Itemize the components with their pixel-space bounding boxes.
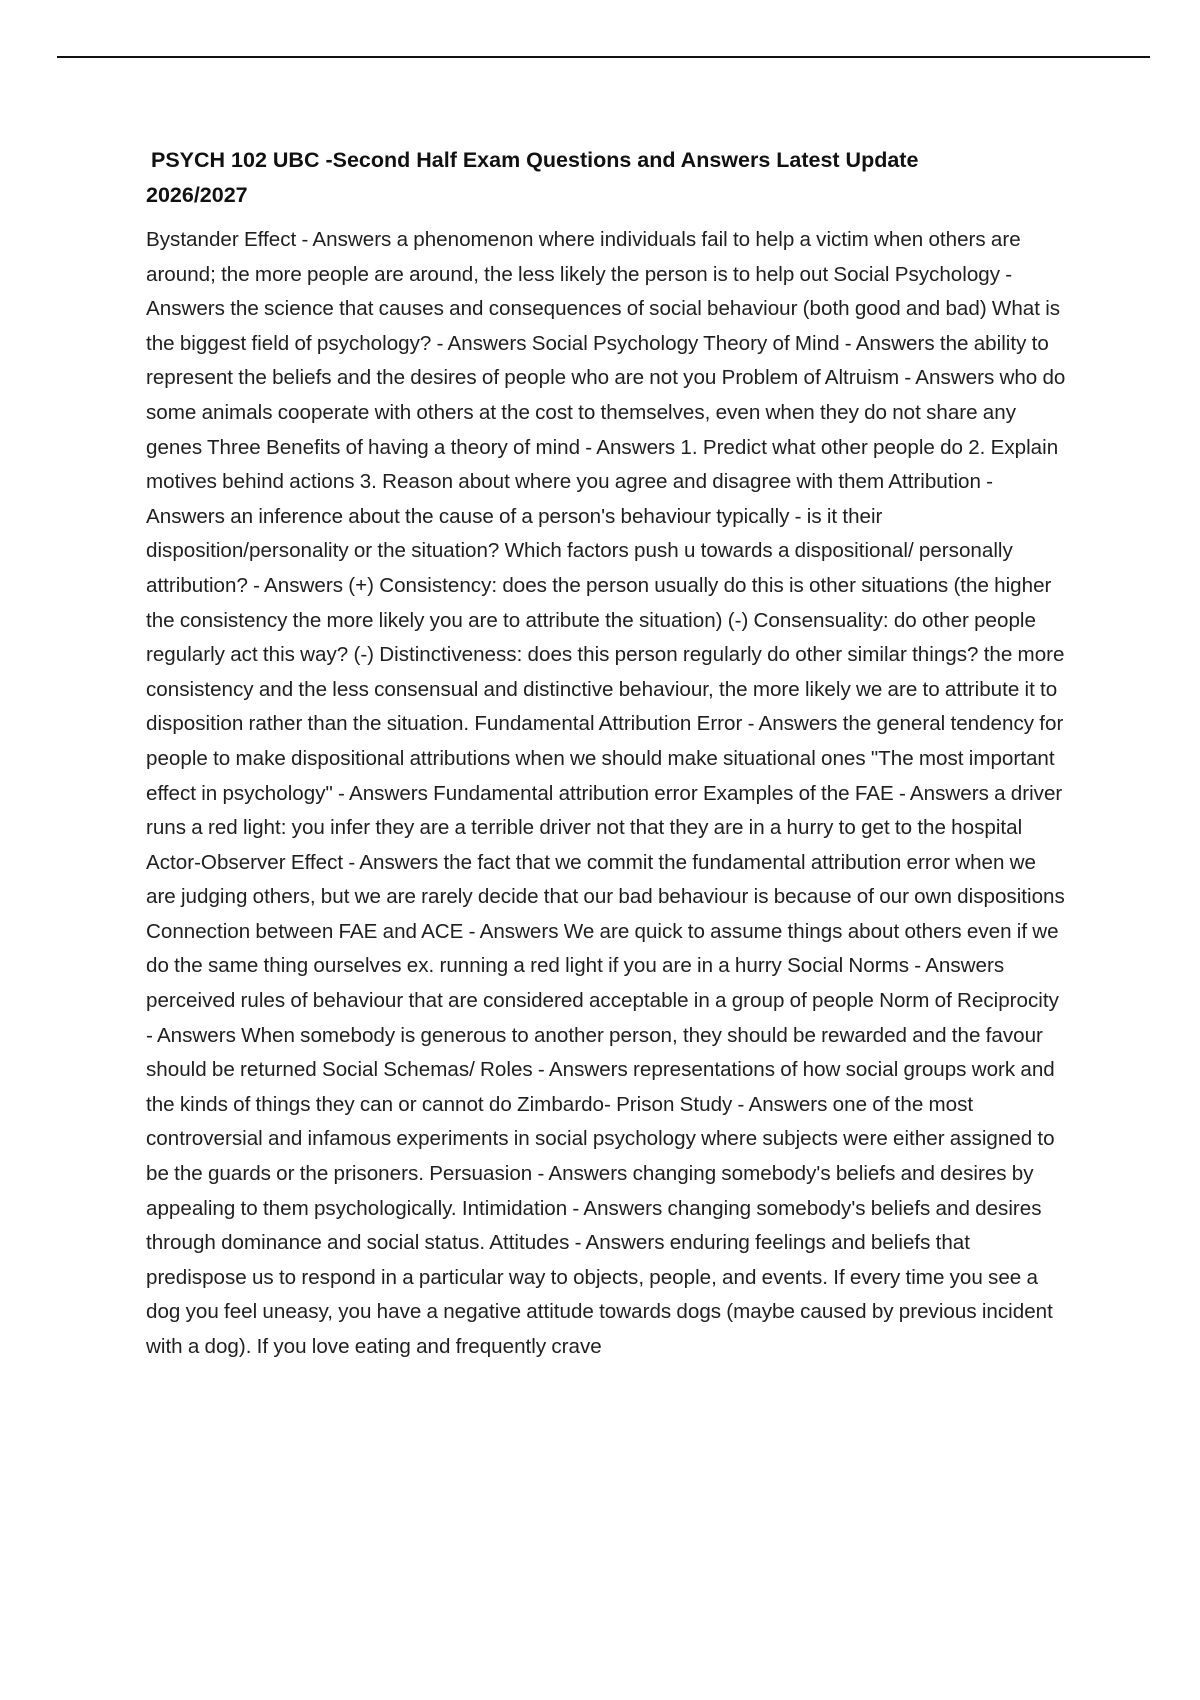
document-title-line-1: PSYCH 102 UBC -Second Half Exam Questions and Answers Latest Update [151, 148, 919, 172]
document-body-text: Bystander Effect - Answers a phenomenon where individuals fail to help a victim when others are around; the more people are around, the less likely the person is to help out Social Psychology - Answers the science that causes and consequences of social behaviour (both good and bad) What is the biggest field of psychology? - Answers Social Psychology Theory of Mind - Answers the ability to represent the beliefs and the desires of people who are not you Problem of Altruism - Answers who do some animals cooperate with others at the cost to themselves, even when they do not share any genes Three Benefits of having a theory of mind - Answers 1. Predict what other people do 2. Explain motives behind actions 3. Reason about where you agree and disagree with them Attribution - Answers an inference about the cause of a person's behaviour typically - is it their disposition/personality or the situation? Which factors push u towards a dispositional/ personally attribution? - Answers (+) Consistency: does the person usually do this is other situations (the higher the consistency the more likely you are to attribute the situation) (-) Consensuality: do other people regularly act this way? (-) Distinctiveness: does this person regularly do other similar things? the more consistency and the less consensual and distinctive behaviour, the more likely we are to attribute it to disposition rather than the situation. Fundamental Attribution Error - Answers the general tendency for people to make dispositional attributions when we should make situational ones "The most important effect in psychology" - Answers Fundamental attribution error Examples of the FAE - Answers a driver runs a red light: you infer they are a terrible driver not that they are in a hurry to get to the hospital Actor-Observer Effect - Answers the fact that we commit the fundamental attribution error when we are judging others, but we are rarely decide that our bad behaviour is because of our own dispositions Connection between FAE and ACE - Answers We are quick to assume things about others even if we do the same thing ourselves ex. running a red light if you are in a hurry Social Norms - Answers perceived rules of behaviour that are considered acceptable in a group of people Norm of Reciprocity - Answers When somebody is generous to another person, they should be rewarded and the favour should be returned Social Schemas/ Roles - Answers representations of how social groups work and the kinds of things they can or cannot do Zimbardo- Prison Study - Answers one of the most controversial and infamous experiments in social psychology where subjects were either assigned to be the guards or the prisoners. Persuasion - Answers changing somebody's beliefs and desires by appealing to them psychologically. Intimidation - Answers changing somebody's beliefs and desires through dominance and social status. Attitudes - Answers enduring feelings and beliefs that predispose us to respond in a particular way to objects, people, and events. If every time you see a dog you feel uneasy, you have a negative attitude towards dogs (maybe caused by previous incident with a dog). If you love eating and frequently crave [146, 228, 1066, 1358]
document-title [146, 143, 1068, 213]
document-title-line-2: 2026/2027 [146, 183, 248, 207]
header-divider [57, 56, 1150, 58]
document-page [146, 143, 1068, 1365]
